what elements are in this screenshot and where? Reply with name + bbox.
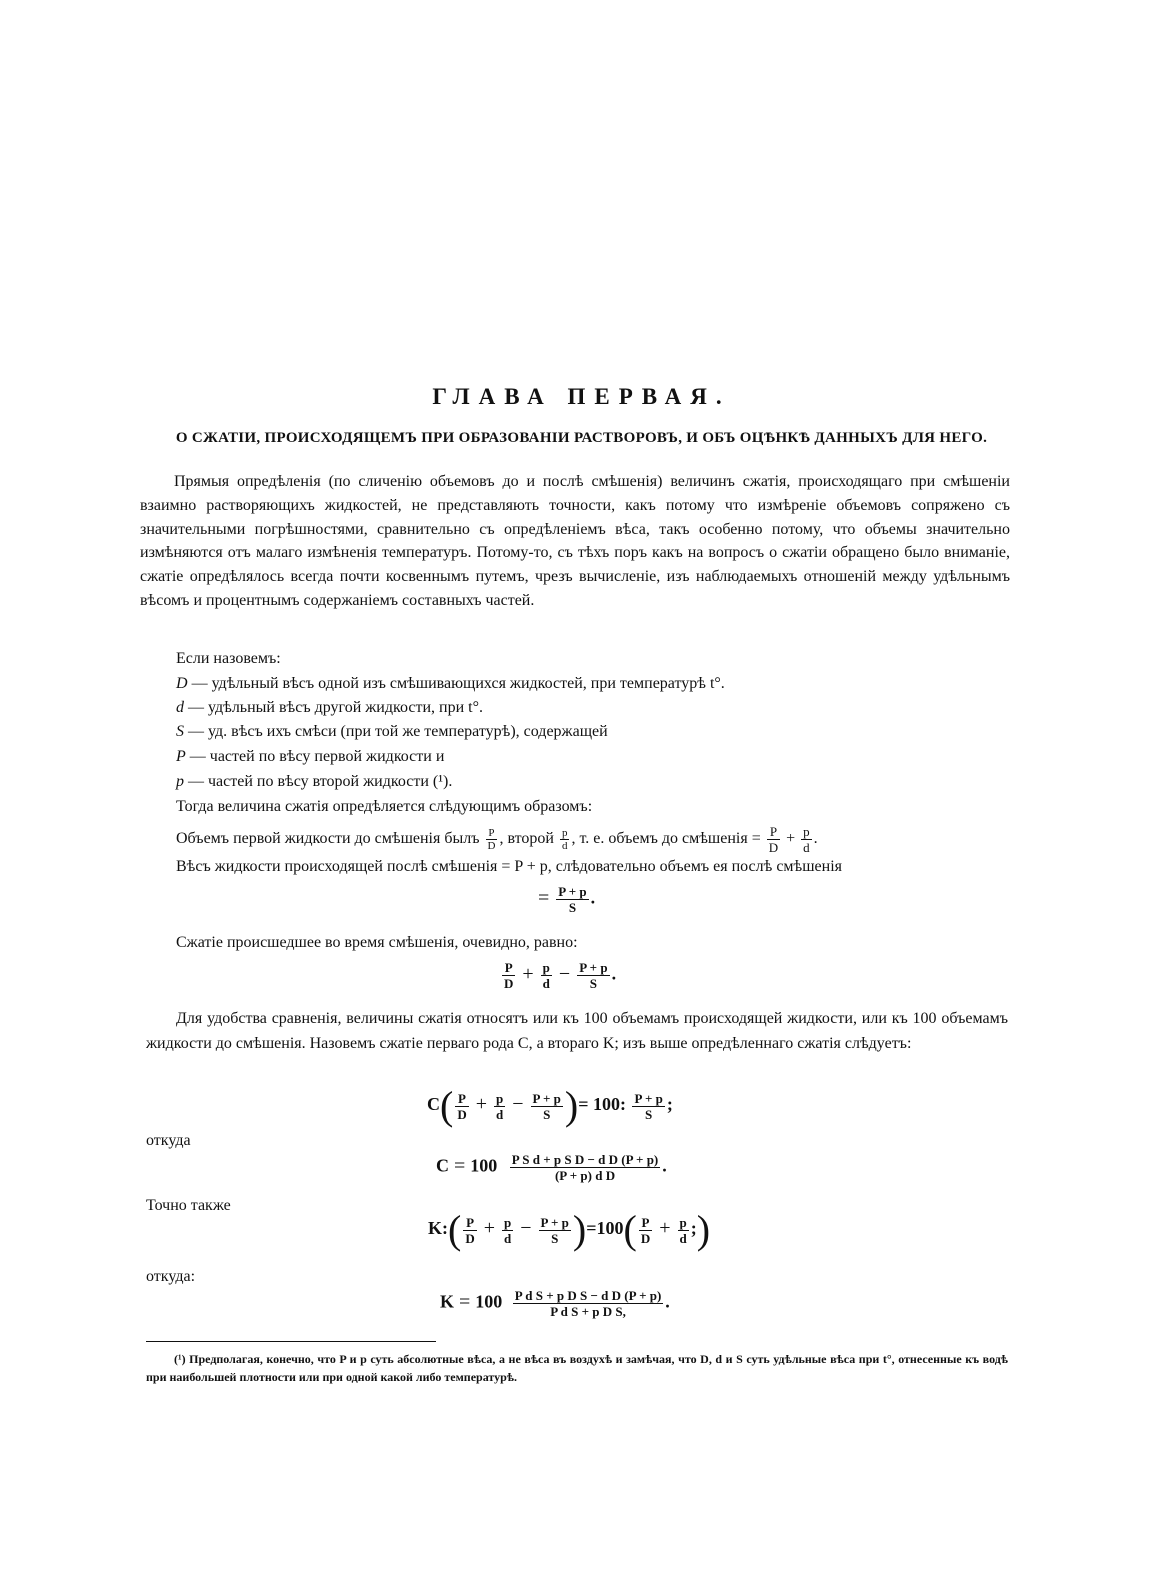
fraction-P-over-D: $\frac{P}{D}$ bbox=[487, 827, 496, 852]
definition-symbol: p bbox=[176, 773, 184, 790]
volume-after-equation: = $\frac{P + p}{S}$ . bbox=[538, 884, 596, 915]
compression-line: Сжатіе происшедшее во время смѣшенія, очевидно, равно: bbox=[176, 934, 578, 951]
definitions-then: Тогда величина сжатія опредѣляется слѣдующимъ образомъ: bbox=[176, 798, 593, 815]
intro-paragraph: Прямыя опредѣленія (по сличенію объемовъ до и послѣ смѣшенія) величинъ сжатія, происходящаго при смѣшеніи взаимно растворяющихъ жидкостей, не представляють точности, какъ потому что измѣреніе объемовъ сопряжено съ значительными погрѣшностями, сравнительно съ опредѣленіемъ вѣса, такъ особенно потому, что объемы значительно измѣняются отъ малаго измѣненія температуръ. Потому-то, съ тѣхъ поръ какъ на вопросъ о сжатіи обращено было вниманіе, сжатіе опредѣлялось всегда почти косвеннымъ путемъ, чрезъ вычисленіе, изъ наблюдаемыхъ отношеній между удѣльнымъ вѣсомъ и процентнымъ содержаніемъ составныхъ частей. bbox=[140, 473, 1010, 609]
compression-equation: $\frac{P}{D}$ + $\frac{p}{d}$ − $\frac{P + p}{S}$ . bbox=[504, 960, 617, 991]
footnote: (¹) Предполагая, конечно, что P и p суть абсолютные вѣса, а не вѣса въ воздухѣ и замѣчая, что D, d и S суть удѣльные вѣса при t°, отнесенные къ водѣ при наибольшей плотности или при одной какой либо температурѣ. bbox=[146, 1352, 1008, 1384]
definition-text: — частей по вѣсу первой жидкости и bbox=[189, 748, 445, 765]
whence-label-1: откуда bbox=[146, 1132, 191, 1149]
K-result-equation: K = 100 $\frac{\text{P d S + p D S − d D (P + p)}}{\text{P d S + p D S,}}$ . bbox=[440, 1288, 670, 1319]
C-definition-equation: C( $\frac{P}{D}$ + $\frac{p}{d}$ − $\frac{P + p}{S}$ )= 100: $\frac{P + p}{S}$ ; bbox=[427, 1083, 673, 1128]
definition-text: — удѣльный вѣсъ другой жидкости, при t°. bbox=[188, 699, 483, 716]
chapter-title: ГЛАВА ПЕРВАЯ. bbox=[432, 384, 731, 409]
definition-item bbox=[176, 771, 452, 793]
definition-symbol: P bbox=[176, 748, 186, 765]
definition-item bbox=[176, 697, 483, 719]
footnote-divider bbox=[146, 1341, 436, 1342]
weight-after-line: Вѣсъ жидкости происходящей послѣ смѣшенія = P + p, слѣдовательно объемъ ея послѣ смѣшенія bbox=[176, 858, 843, 875]
likewise-label: Точно также bbox=[146, 1197, 231, 1214]
chapter-subtitle: О СЖАТІИ, ПРОИСХОДЯЩЕМЪ ПРИ ОБРАЗОВАНІИ РАСТВОРОВЪ, И ОБЪ ОЦѢНКѢ ДАННЫХЪ ДЛЯ НЕГО. bbox=[175, 430, 988, 446]
fraction-Pp-over-S: $\frac{P + p}{S}$ bbox=[558, 884, 587, 915]
definition-symbol: D bbox=[176, 675, 188, 692]
fraction-p-over-d: $\frac{p}{d}$ bbox=[561, 827, 568, 852]
K-definition-equation: K:( $\frac{P}{D}$ + $\frac{p}{d}$ − $\frac{P + p}{S}$ )=100( $\frac{P}{D}$ + $\frac{p}{d}$ ;) bbox=[428, 1207, 711, 1252]
fraction-P-over-D: $\frac{P}{D}$ bbox=[768, 824, 779, 855]
definition-text: — частей по вѣсу второй жидкости (¹). bbox=[188, 773, 453, 790]
definition-text: — уд. вѣсъ ихъ смѣси (при той же температурѣ), содержащей bbox=[188, 723, 608, 740]
definition-item bbox=[176, 746, 444, 768]
comparison-paragraph: Для удобства сравненія, величины сжатія относятъ или къ 100 объемамъ происходящей жидкости, или къ 100 объемамъ жидкости до смѣшенія. Назовемъ сжатіе перваго рода C, а втораго K; изъ выше опредѣленнаго сжатія слѣдуетъ: bbox=[146, 1010, 1008, 1052]
definition-symbol: d bbox=[176, 699, 184, 716]
whence-label-2: откуда: bbox=[146, 1268, 196, 1285]
volume-before-line: Объемъ первой жидкости до смѣшенія былъ $\frac{P}{D}$ , второй $\frac{p}{d}$ , т. е. объемъ до смѣшенія = $\frac{P}{D}$ + $\frac{p}{d}$ . bbox=[176, 824, 818, 855]
definition-text: — удѣльный вѣсъ одной изъ смѣшивающихся жидкостей, при температурѣ t°. bbox=[191, 675, 725, 692]
fraction-p-over-d: $\frac{p}{d}$ bbox=[803, 824, 810, 855]
C-result-equation: C = 100 $\frac{\text{P S d + p S D − d D (P + p)}}{\text{(P + p) d D}}$ . bbox=[436, 1152, 667, 1183]
definition-item bbox=[176, 673, 725, 695]
definitions-intro: Если назовемъ: bbox=[176, 650, 281, 667]
definition-symbol: S bbox=[176, 723, 184, 740]
definition-item bbox=[176, 721, 608, 743]
